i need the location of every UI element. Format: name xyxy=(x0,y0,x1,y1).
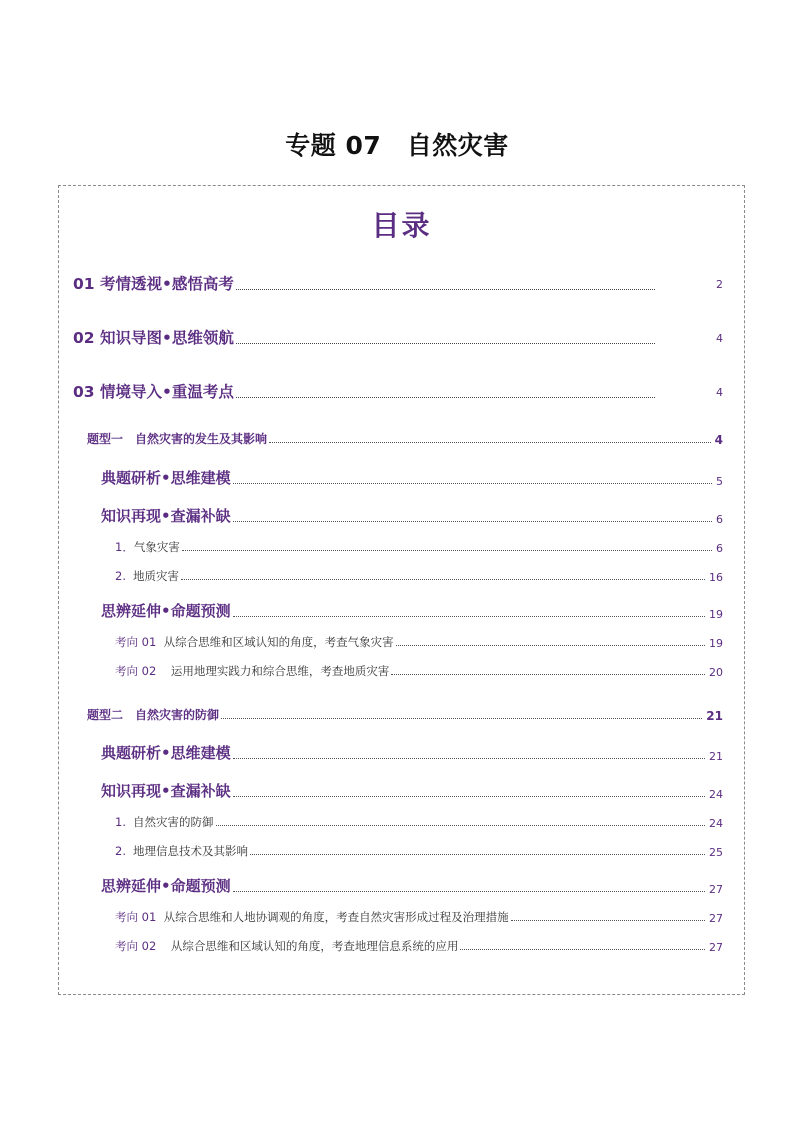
toc-heading: 目录 xyxy=(371,209,432,242)
toc-entry-label: 思辨延伸•命题预测 xyxy=(101,877,231,895)
toc-entry-page: 27 xyxy=(709,883,723,896)
toc-entry-page: 6 xyxy=(716,542,723,555)
toc-entry-type1-prediction[interactable] xyxy=(101,600,723,621)
toc-entry-page: 20 xyxy=(709,666,723,679)
toc-entry-page: 21 xyxy=(706,709,723,723)
toc-entry-label: 典题研析•思维建模 xyxy=(101,744,231,762)
toc-page-section-03 xyxy=(679,386,723,399)
toc-entry-page: 16 xyxy=(709,571,723,584)
toc-entry-label: 01 考情透视•感悟高考 xyxy=(73,275,234,293)
toc-leader xyxy=(396,644,705,646)
toc-leader xyxy=(182,549,712,551)
toc-entry-type1-item-2[interactable] xyxy=(115,568,723,584)
toc-entry-page: 19 xyxy=(709,637,723,650)
toc-entry-number: 考向 01 xyxy=(115,635,157,649)
toc-entry-number: 2. xyxy=(115,844,126,858)
toc-entry-page: 5 xyxy=(716,475,723,488)
toc-leader xyxy=(250,853,705,855)
toc-entry-type1-knowledge[interactable] xyxy=(101,505,723,526)
toc-leader xyxy=(216,824,706,826)
toc-entry-label: 题型二 自然灾害的防御 xyxy=(87,708,220,722)
toc-entry-page: 4 xyxy=(716,332,723,345)
toc-entry-page: 24 xyxy=(709,788,723,801)
toc-entry-label: 知识再现•查漏补缺 xyxy=(101,507,231,525)
toc-entry-label: 运用地理实践力和综合思维，考查地质灾害 xyxy=(170,664,390,678)
toc-leader xyxy=(236,288,655,290)
toc-entry-section-02[interactable] xyxy=(73,326,659,348)
toc-entry-page: 25 xyxy=(709,846,723,859)
toc-entry-page: 6 xyxy=(716,513,723,526)
toc-entry-label: 02 知识导图•思维领航 xyxy=(73,329,234,347)
toc-leader xyxy=(221,717,702,719)
toc-entry-type-1[interactable] xyxy=(87,430,723,447)
toc-entry-type2-direction-1[interactable] xyxy=(115,909,723,925)
toc-entry-label: 题型一 自然灾害的发生及其影响 xyxy=(87,432,268,446)
toc-entry-type2-analysis[interactable] xyxy=(101,742,723,763)
toc-entry-label: 气象灾害 xyxy=(133,540,180,554)
toc-leader xyxy=(233,795,705,797)
toc-leader xyxy=(233,615,705,617)
toc-entry-page: 27 xyxy=(709,941,723,954)
document-title: 专题 07 自然灾害 xyxy=(285,131,509,160)
toc-entry-type1-direction-2[interactable] xyxy=(115,663,723,679)
toc-entry-type1-direction-1[interactable] xyxy=(115,634,723,650)
toc-leader xyxy=(236,342,655,344)
toc-entry-number: 考向 01 xyxy=(115,910,157,924)
toc-entry-label: 典题研析•思维建模 xyxy=(101,469,231,487)
toc-entry-label: 地理信息技术及其影响 xyxy=(133,844,248,858)
toc-entry-page: 19 xyxy=(709,608,723,621)
toc-entry-page: 4 xyxy=(714,433,723,447)
toc-entry-type-2[interactable] xyxy=(87,706,723,723)
toc-entry-type1-analysis[interactable] xyxy=(101,467,723,488)
toc-entry-label: 03 情境导入•重温考点 xyxy=(73,383,234,401)
toc-entry-label: 地质灾害 xyxy=(133,569,179,583)
toc-entry-label: 从综合思维和区域认知的角度，考查气象灾害 xyxy=(163,635,394,649)
toc-entry-number: 1. xyxy=(115,815,126,829)
toc-entry-type1-item-1[interactable] xyxy=(115,539,723,555)
toc-leader xyxy=(233,482,712,484)
toc-page-section-01 xyxy=(679,278,723,291)
toc-entry-page: 27 xyxy=(709,912,723,925)
toc-entry-page: 21 xyxy=(709,750,723,763)
toc-entry-number: 考向 02 xyxy=(115,664,157,678)
toc-entry-label: 自然灾害的防御 xyxy=(133,815,214,829)
toc-leader xyxy=(460,948,705,950)
toc-entry-label: 从综合思维和人地协调观的角度，考查自然灾害形成过程及治理措施 xyxy=(163,910,509,924)
toc-entry-type2-prediction[interactable] xyxy=(101,875,723,896)
toc-entry-section-01[interactable] xyxy=(73,272,659,294)
table-of-contents xyxy=(58,185,745,995)
toc-entry-number: 1． xyxy=(115,540,134,554)
toc-entry-label: 思辨延伸•命题预测 xyxy=(101,602,231,620)
toc-entry-type2-direction-2[interactable] xyxy=(115,938,723,954)
toc-entry-type2-knowledge[interactable] xyxy=(101,780,723,801)
toc-page-section-02 xyxy=(679,332,723,345)
toc-entry-type2-item-1[interactable] xyxy=(115,814,723,830)
toc-entry-label: 知识再现•查漏补缺 xyxy=(101,782,231,800)
toc-entry-section-03[interactable] xyxy=(73,380,659,402)
toc-entry-number: 2. xyxy=(115,569,126,583)
toc-leader xyxy=(233,890,705,892)
toc-entry-number: 考向 02 xyxy=(115,939,157,953)
toc-leader xyxy=(233,520,712,522)
toc-entry-page: 24 xyxy=(709,817,723,830)
toc-entry-label: 从综合思维和区域认知的角度，考查地理信息系统的应用 xyxy=(170,939,459,953)
toc-leader xyxy=(233,757,705,759)
toc-entry-type2-item-2[interactable] xyxy=(115,843,723,859)
toc-leader xyxy=(181,578,705,580)
toc-leader xyxy=(269,441,711,443)
toc-leader xyxy=(511,919,705,921)
toc-leader xyxy=(236,396,655,398)
toc-entry-page: 2 xyxy=(716,278,723,291)
toc-leader xyxy=(391,673,705,675)
toc-entry-page: 4 xyxy=(716,386,723,399)
